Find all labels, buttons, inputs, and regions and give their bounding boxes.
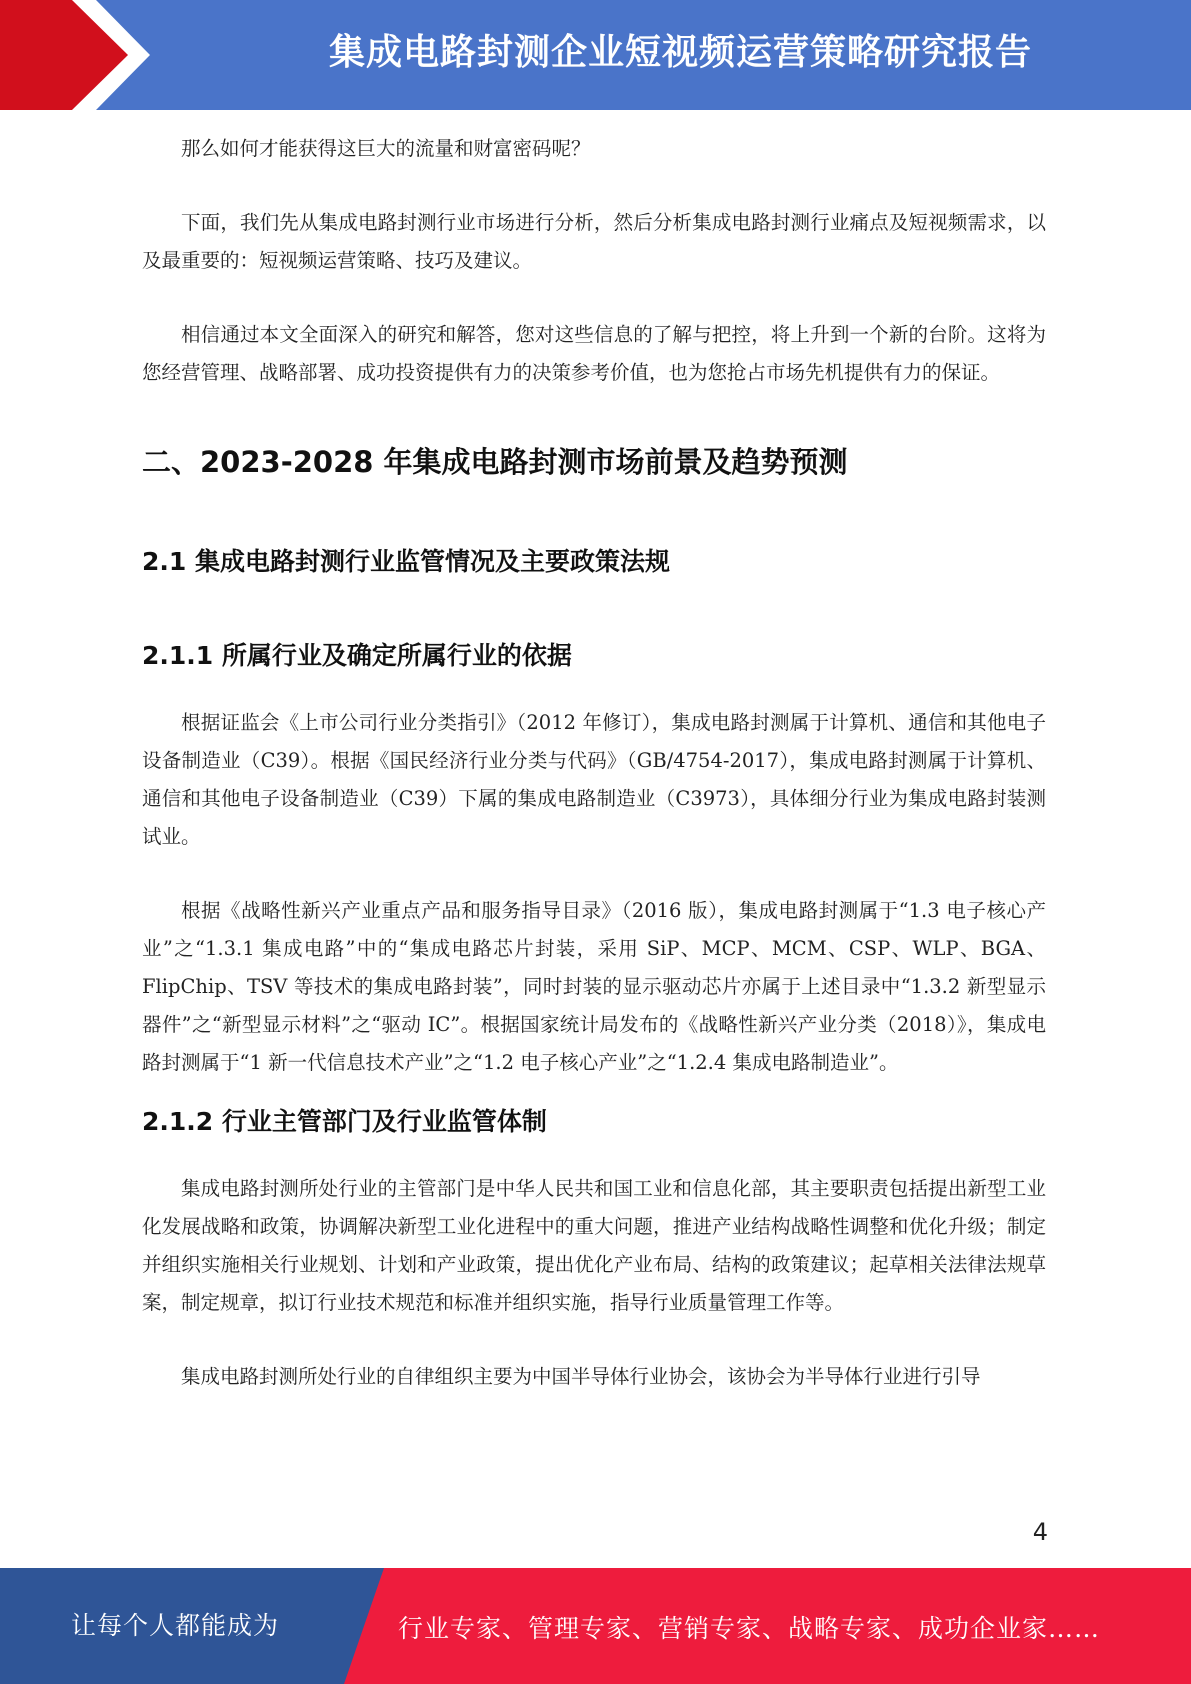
subsection-heading-2-1-1: 2.1.1 所属行业及确定所属行业的依据 <box>142 641 572 670</box>
paragraph-self-regulation: 集成电路封测所处行业的自律组织主要为中国半导体行业协会，该协会为半导体行业进行引导 <box>181 1365 981 1388</box>
subsection-heading-2-1-2: 2.1.2 行业主管部门及行业监管体制 <box>142 1107 547 1136</box>
footer-slogan-right: 行业专家、管理专家、营销专家、战略专家、成功企业家…… <box>398 1614 1101 1643</box>
paragraph-regulator: 集成电路封测所处行业的主管部门是中华人民共和国工业和信息化部，其主要职责包括提出新型工业化发展战略和政策，协调解决新型工业化进程中的重大问题，推进产业结构战略性调整和优化升级；制定并组织实施相关行业规划、计划和产业政策，提出优化产业布局、结构的政策建议；起草相关法律法规草案，制定规章，拟订行业技术规范和标准并组织实施，指导行业质量管理工作等。 <box>142 1177 1046 1314</box>
page-number: 4 <box>1032 1518 1048 1546</box>
paragraph-value: 相信通过本文全面深入的研究和解答，您对这些信息的了解与把控，将上升到一个新的台阶。这将为您经营管理、战略部署、成功投资提供有力的决策参考价值，也为您抢占市场先机提供有力的保证。 <box>142 323 1046 384</box>
section-heading-2: 二、2023-2028 年集成电路封测市场前景及趋势预测 <box>142 445 848 479</box>
paragraph-outline: 下面，我们先从集成电路封测行业市场进行分析，然后分析集成电路封测行业痛点及短视频需求，以及最重要的：短视频运营策略、技巧及建议。 <box>142 211 1046 272</box>
report-title: 集成电路封测企业短视频运营策略研究报告 <box>328 32 1032 73</box>
footer-slogan-left: 让每个人都能成为 <box>70 1611 279 1640</box>
paragraph-industry-classification: 根据证监会《上市公司行业分类指引》（2012 年修订），集成电路封测属于计算机、通信和其他电子设备制造业（C39）。根据《国民经济行业分类与代码》（GB/4754-2017），集成电路封测属于计算机、通信和其他电子设备制造业（C39）下属的集成电路制造业（C3973），具体细分行业为集成电路封装测试业。 <box>142 711 1046 848</box>
paragraph-strategic-industry: 根据《战略性新兴产业重点产品和服务指导目录》（2016 版），集成电路封测属于“1.3 电子核心产业”之“1.3.1 集成电路”中的“集成电路芯片封装，采用 SiP、MCP、MCM、CSP、WLP、BGA、FlipChip、TSV 等技术的集成电路封装”，同时封装的显示驱动芯片亦属于上述目录中“1.3.2 新型显示器件”之“新型显示材料”之“驱动 IC”。根据国家统计局发布的《战略性新兴产业分类（2018）》，集成电路封测属于“1 新一代信息技术产业”之“1.2 电子核心产业”之“1.2.4 集成电路制造业”。 <box>142 899 1046 1074</box>
page-header <box>0 0 1191 110</box>
subsection-heading-2-1: 2.1 集成电路封测行业监管情况及主要政策法规 <box>142 547 670 576</box>
page-footer <box>0 1568 1191 1684</box>
paragraph-intro-question: 那么如何才能获得这巨大的流量和财富密码呢？ <box>181 137 591 160</box>
document-body <box>142 130 1046 1432</box>
